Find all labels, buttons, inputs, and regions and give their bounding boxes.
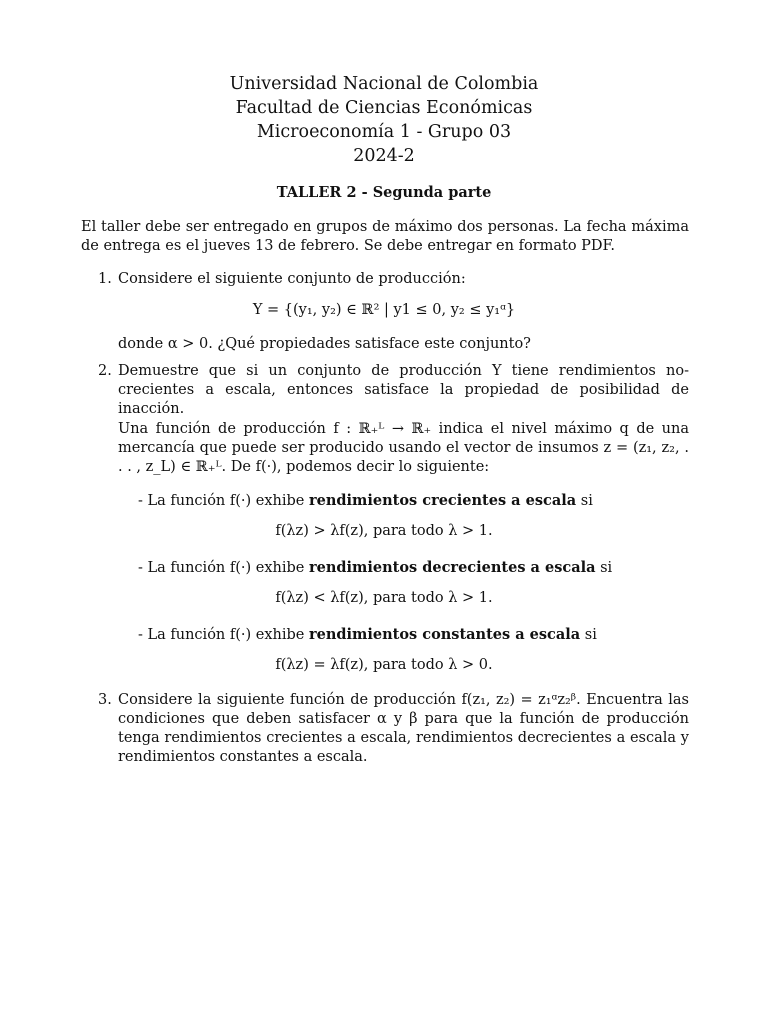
increasing-returns-equation: f(λz) > λf(z), para todo λ > 1.: [275, 523, 493, 539]
bullet-prefix: - La función f(·) exhibe: [138, 560, 305, 576]
bullet-suffix: si: [600, 560, 613, 576]
question-text: Demuestre que si un conjunto de producción Y tiene rendimientos no-crecientes a escala, entonces satisface la propiedad de posibilidad de inacción.: [118, 363, 689, 417]
production-set-equation: Y = {(y₁, y₂) ∈ ℝ² | y1 ≤ 0, y₂ ≤ y₁ᵅ}: [252, 302, 516, 318]
question-3: [81, 691, 689, 767]
bullet-bold-term: rendimientos decrecientes a escala: [308, 559, 596, 576]
decreasing-returns-equation: f(λz) < λf(z), para todo λ > 1.: [275, 590, 493, 606]
faculty-name: Facultad de Ciencias Económicas: [235, 98, 533, 118]
question-text: Considere el siguiente conjunto de producción:: [118, 271, 466, 287]
bullet-suffix: si: [584, 627, 597, 643]
question-number: 3.: [98, 692, 112, 708]
bullet-prefix: - La función f(·) exhibe: [138, 627, 305, 643]
bullet-decreasing-returns: [138, 558, 689, 578]
production-function-definition: Una función de producción f : ℝ₊ᴸ → ℝ₊ indica el nivel máximo q de una mercancía que puede ser producido usando el vector de insumos z = (z₁, z₂, . . . , z_L) ∈ ℝ₊ᴸ. De f(·), podemos decir lo siguiente:: [118, 421, 689, 475]
constant-returns-equation: f(λz) = λf(z), para todo λ > 0.: [275, 657, 493, 673]
bullet-increasing-returns: [138, 491, 689, 511]
question-text: Considere la siguiente función de producción f(z₁, z₂) = z₁ᵅz₂ᵝ. Encuentra las condiciones que deben satisfacer α y β para que la función de producción tenga rendimientos crecientes a escala, rendimientos decrecientes a escala y rendimientos constantes a escala.: [118, 692, 689, 765]
bullet-suffix: si: [580, 493, 593, 509]
question-1-followup: donde α > 0. ¿Qué propiedades satisface este conjunto?: [118, 336, 531, 352]
bullet-constant-returns: [138, 625, 689, 645]
semester: 2024-2: [353, 146, 415, 166]
bullet-prefix: - La función f(·) exhibe: [138, 493, 305, 509]
question-number: 2.: [98, 363, 112, 379]
intro-paragraph: El taller debe ser entregado en grupos de máximo dos personas. La fecha máxima de entrega es el jueves 13 de febrero. Se debe entregar en formato PDF.: [81, 219, 689, 254]
document-header: [0, 72, 768, 168]
course-name: Microeconomía 1 - Grupo 03: [256, 122, 512, 142]
assignment-title: TALLER 2 - Segunda parte: [276, 184, 492, 201]
university-name: Universidad Nacional de Colombia: [229, 74, 539, 94]
question-1: [81, 270, 689, 289]
question-2: [81, 362, 689, 419]
bullet-bold-term: rendimientos crecientes a escala: [308, 492, 577, 509]
question-number: 1.: [98, 271, 112, 287]
bullet-bold-term: rendimientos constantes a escala: [308, 626, 581, 643]
